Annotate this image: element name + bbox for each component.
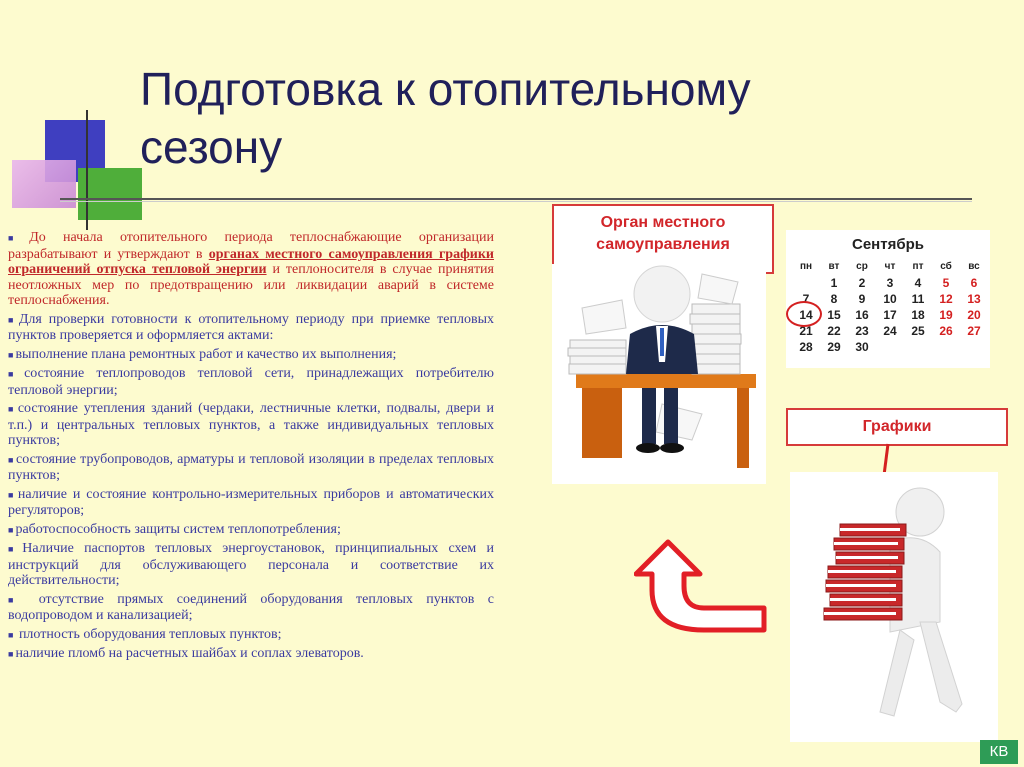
list-item: ■ состояние теплопроводов тепловой сети, принадлежащих потребителю тепловой энергии;: [8, 366, 494, 398]
calendar-grid: [792, 259, 990, 355]
calendar-day: [904, 339, 932, 355]
paragraph-intro: ■ До начала отопительного периода теплоснабжающие организации разрабатывают и утверждают в органах местного самоуправления графики ограничений отпуска тепловой энергии и теплоносителя в случае принятия неотложных мер по предотвращению или ликвидации аварий в системе теплоснабжения.: [8, 230, 494, 308]
bullet-icon: ■: [8, 629, 14, 640]
slide-badge: КВ: [980, 740, 1018, 764]
label-schedules: Графики: [786, 408, 1008, 446]
calendar-day: 14: [799, 308, 813, 322]
curved-arrow-icon: [634, 538, 770, 638]
calendar-highlight-circle: [786, 301, 822, 327]
office-worker-icon: [552, 264, 766, 484]
bullet-icon: ■: [8, 594, 24, 605]
calendar-day: 8: [830, 292, 838, 306]
calendar-day: 30: [855, 340, 869, 354]
calendar-weekday: вт: [828, 261, 840, 272]
bullet-icon: ■: [8, 544, 21, 554]
calendar-day: 17: [883, 308, 897, 322]
calendar-day: 10: [883, 292, 897, 306]
calendar-weekday: ср: [856, 261, 868, 272]
calendar-day: [792, 275, 820, 291]
calendar-weekday: чт: [884, 261, 896, 272]
calendar-day: 3: [886, 276, 894, 290]
calendar-day: 13: [967, 292, 981, 306]
calendar-day: 9: [858, 292, 866, 306]
list-item: ■ наличие и состояние контрольно-измерительных приборов и автоматических регуляторов;: [8, 486, 494, 518]
bullet-icon: ■: [8, 524, 14, 535]
calendar-day: 21: [799, 324, 813, 338]
list-item: ■ наличие пломб на расчетных шайбах и соплах элеваторов.: [8, 646, 364, 661]
calendar-day: 27: [967, 324, 981, 338]
bullet-icon: ■: [8, 489, 16, 500]
calendar-day: 25: [911, 324, 925, 338]
calendar-day: [876, 339, 904, 355]
bullet-icon: ■: [8, 369, 23, 379]
decor-vertical-line: [86, 110, 88, 230]
list-item: ■ работоспособность защиты систем теплопотребления;: [8, 521, 341, 537]
bullet-icon: ■: [8, 314, 17, 325]
calendar-day: 12: [939, 292, 953, 306]
calendar-day: 29: [827, 340, 841, 354]
calendar-day: 28: [799, 340, 813, 354]
list-item: ■ Наличие паспортов тепловых энергоустановок, принципиальных схем и инструкций для обслуживающего персонала и соответствие их действительности;: [8, 541, 495, 588]
list-item: ■ Для проверки готовности к отопительному периоду при приемке тепловых пунктов проверяется и оформляется актами:: [8, 311, 495, 343]
calendar-day: 2: [858, 276, 866, 290]
title-divider: [60, 198, 972, 200]
bullet-icon: ■: [8, 454, 15, 465]
calendar-day: [960, 339, 988, 355]
calendar-day: 1: [830, 276, 838, 290]
list-item: ■ состояние утепления зданий (чердаки, лестничные клетки, подвалы, двери и т.п.) и центральных тепловых пунктов, а также индивидуальных тепловых пунктов;: [8, 401, 495, 448]
calendar-day: 23: [855, 324, 869, 338]
slide-title: Подготовка к отопительному сезону: [140, 63, 751, 173]
calendar-day: 15: [827, 308, 841, 322]
calendar-day: 11: [911, 292, 925, 306]
calendar-day: 7: [802, 292, 810, 306]
list-item: ■ состояние трубопроводов, арматуры и тепловой изоляции в пределах тепловых пунктов;: [8, 451, 494, 483]
calendar-day: 22: [827, 324, 841, 338]
bullet-icon: ■: [8, 233, 28, 243]
calendar: [786, 230, 990, 368]
calendar-weekday: пт: [912, 261, 924, 272]
calendar-day: 19: [939, 308, 953, 322]
calendar-weekday: вс: [968, 261, 980, 272]
calendar-weekday: пн: [799, 261, 813, 272]
title-divider-shadow: [60, 201, 972, 202]
calendar-day: 5: [942, 276, 950, 290]
calendar-day: 20: [967, 308, 981, 322]
label-local-government: Орган местного самоуправления: [552, 204, 774, 274]
bullet-icon: ■: [8, 404, 16, 414]
calendar-day: 24: [883, 324, 897, 338]
calendar-day: 18: [911, 308, 925, 322]
calendar-weekday: сб: [940, 261, 952, 272]
list-item: ■ плотность оборудования тепловых пунктов;: [8, 626, 282, 642]
calendar-day: 16: [855, 308, 869, 322]
highlighted-text: органах местного самоуправления графики ограничений отпуска тепловой энергии: [8, 246, 494, 277]
person-carrying-books-illustration: [790, 472, 998, 742]
calendar-day: [932, 339, 960, 355]
body-text: [8, 230, 494, 666]
office-worker-illustration: [552, 264, 766, 484]
list-item: ■ отсутствие прямых соединений оборудования тепловых пунктов с водопроводом и канализацией;: [8, 591, 495, 623]
calendar-day: 6: [970, 276, 978, 290]
calendar-month: Сентябрь: [852, 236, 924, 253]
bullet-icon: ■: [8, 649, 14, 659]
bullet-icon: ■: [8, 349, 14, 360]
calendar-day: 4: [914, 276, 922, 290]
books-carrier-icon: [790, 472, 998, 742]
list-item: ■ выполнение плана ремонтных работ и качество их выполнения;: [8, 346, 397, 362]
calendar-day: 26: [939, 324, 953, 338]
